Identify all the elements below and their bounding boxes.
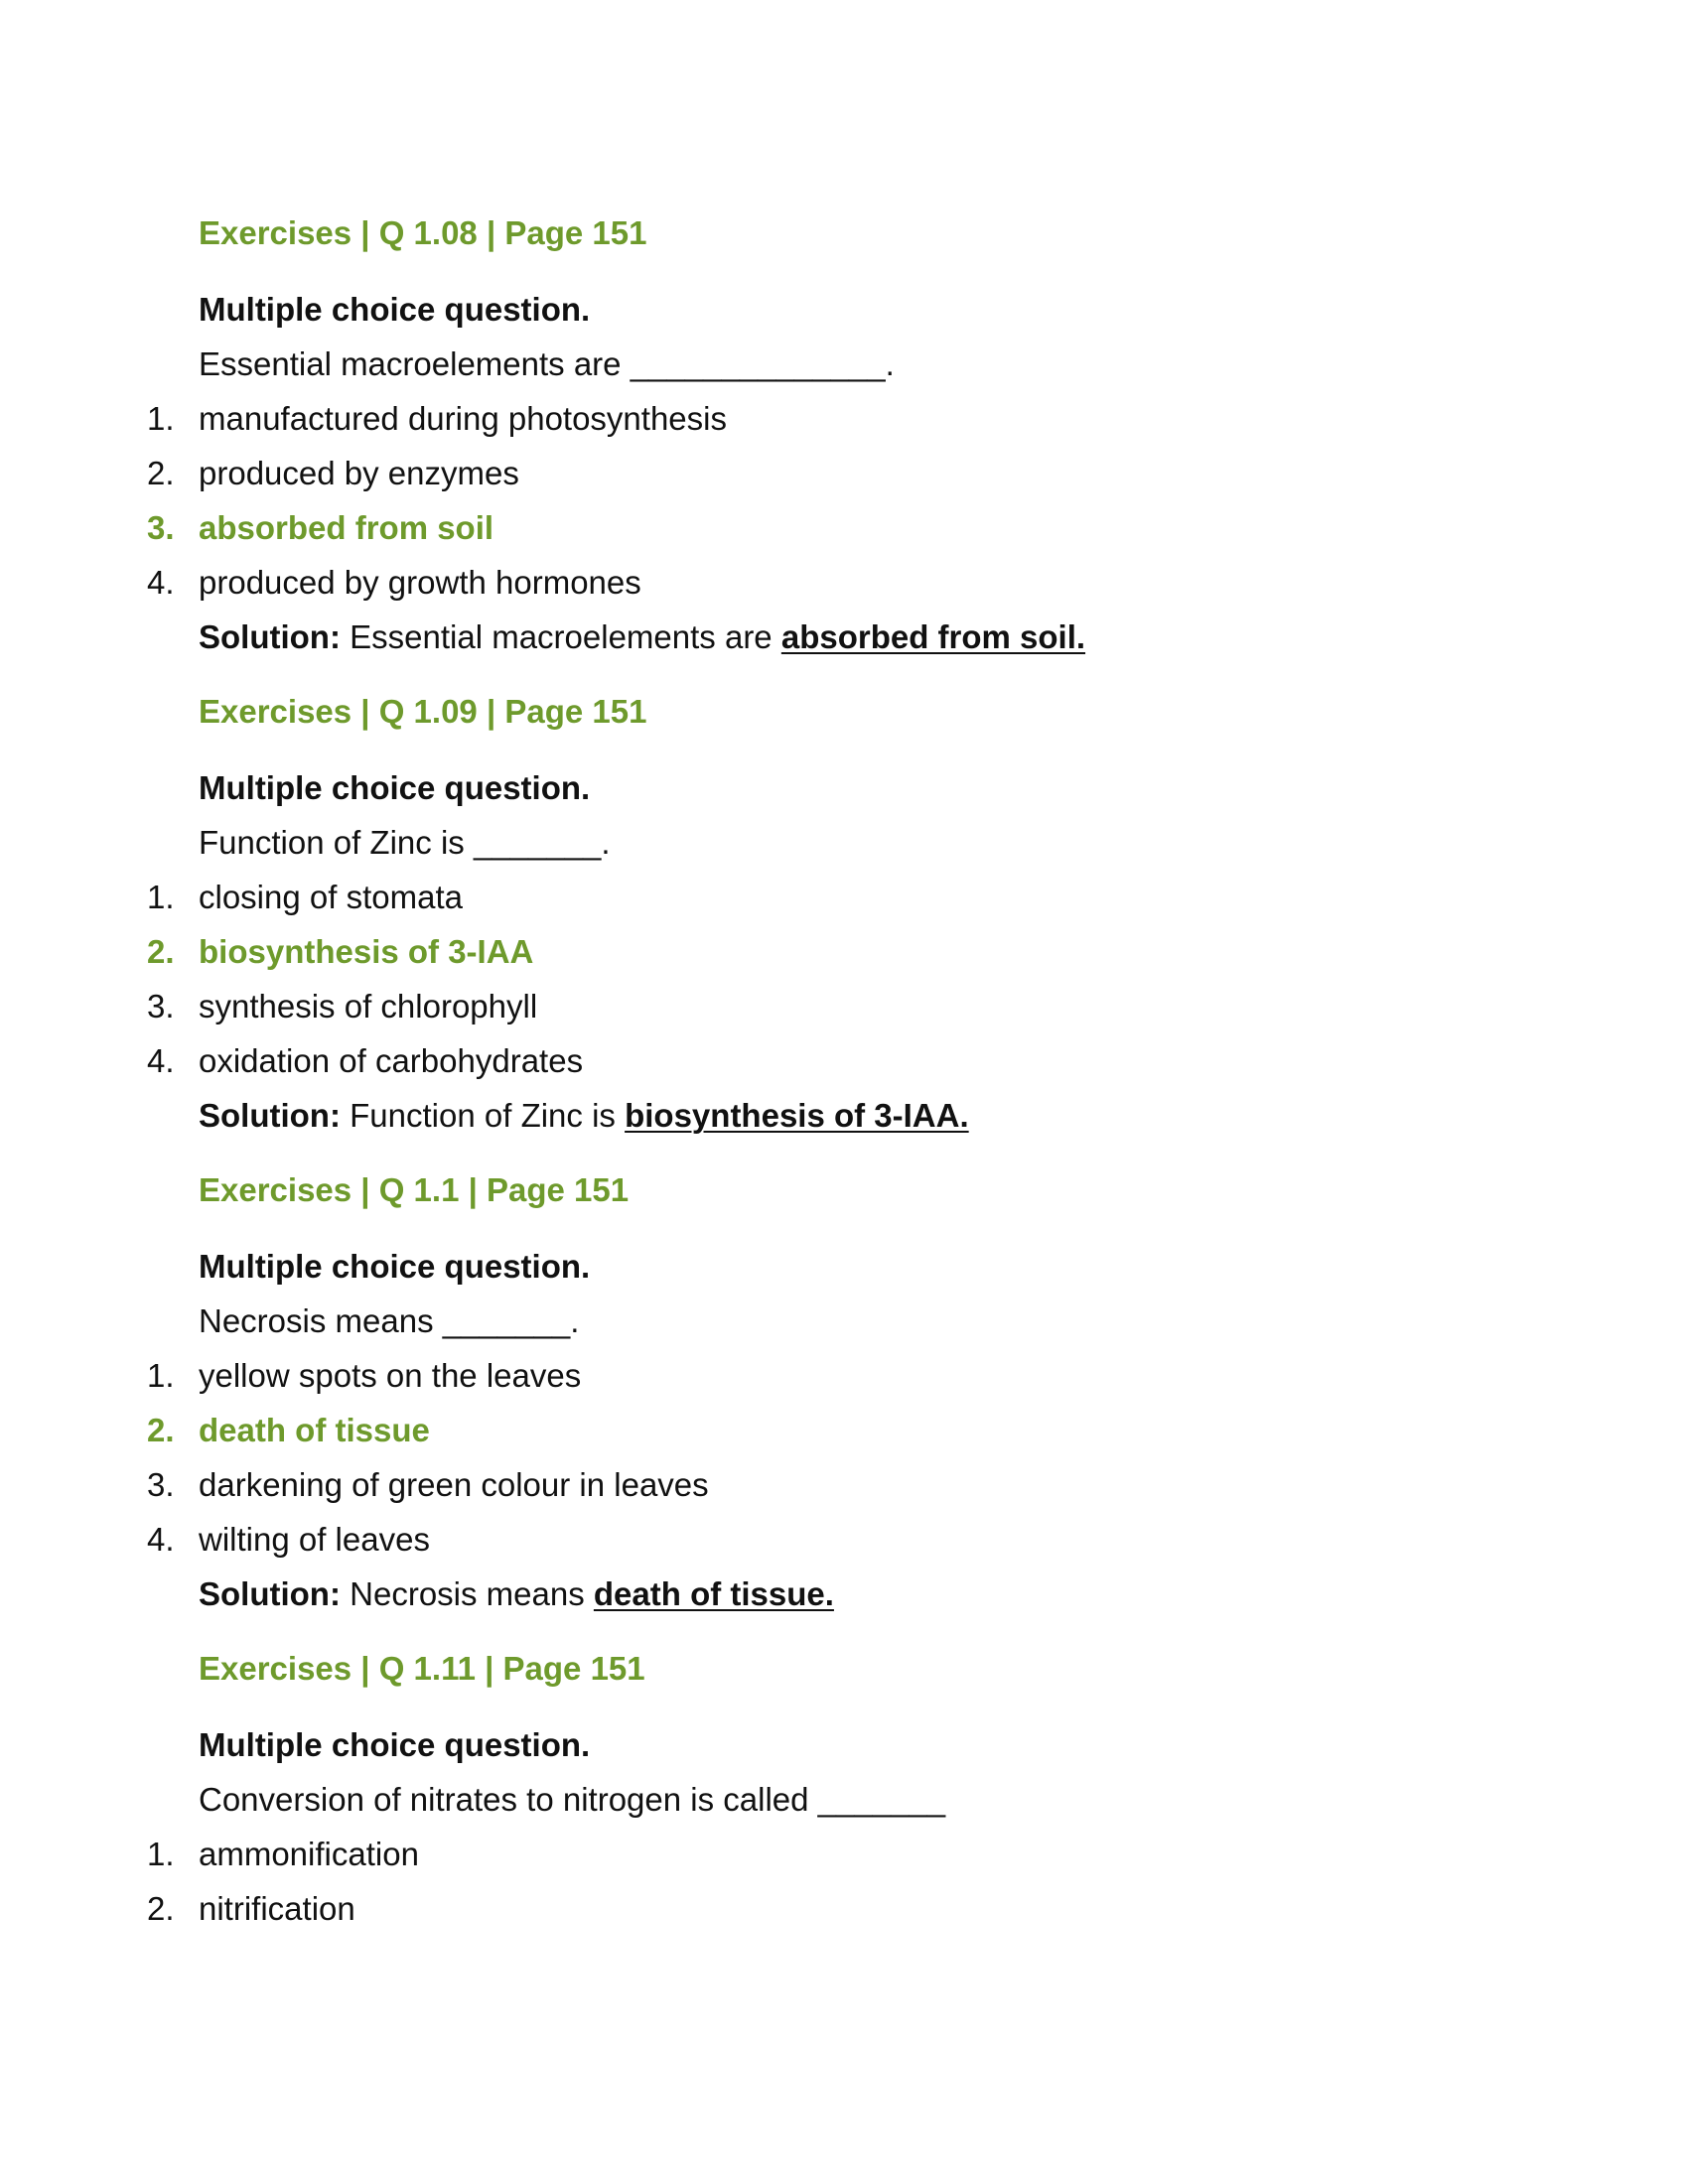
option-item-correct: [0, 932, 1688, 972]
option-text: absorbed from soil: [199, 509, 494, 546]
solution-text: Function of Zinc is: [350, 1097, 616, 1134]
solution-answer: death of tissue.: [593, 1575, 834, 1612]
option-text: biosynthesis of 3-IAA: [199, 933, 534, 970]
question-type-label: Multiple choice question.: [199, 291, 591, 328]
option-text: nitrification: [199, 1890, 355, 1927]
exercise-header: Exercises | Q 1.09 | Page 151: [199, 693, 647, 730]
solution-line: [199, 1574, 834, 1614]
option-text: wilting of leaves: [199, 1521, 430, 1558]
solution-text: Necrosis means: [350, 1575, 585, 1612]
option-item: [0, 399, 1688, 439]
option-number: 3.: [147, 509, 175, 546]
option-text: yellow spots on the leaves: [199, 1357, 582, 1394]
solution-label: Solution:: [199, 618, 341, 655]
option-item: [0, 1465, 1688, 1505]
option-text: manufactured during photosynthesis: [199, 400, 727, 437]
option-text: ammonification: [199, 1836, 419, 1872]
exercise-header: Exercises | Q 1.1 | Page 151: [199, 1171, 630, 1208]
option-item: [0, 878, 1688, 917]
option-number: 3.: [147, 988, 175, 1024]
solution-answer: absorbed from soil.: [780, 618, 1086, 655]
option-number: 2.: [147, 933, 175, 970]
exercise-header: Exercises | Q 1.08 | Page 151: [199, 214, 647, 251]
option-number: 2.: [147, 1412, 175, 1448]
option-item-correct: [0, 508, 1688, 548]
solution-label: Solution:: [199, 1097, 341, 1134]
option-text: oxidation of carbohydrates: [199, 1042, 584, 1079]
question-type-label: Multiple choice question.: [199, 1248, 591, 1285]
question-text: Necrosis means _______.: [199, 1302, 580, 1339]
option-text: produced by enzymes: [199, 455, 519, 491]
question-text: Conversion of nitrates to nitrogen is called _______: [199, 1781, 946, 1818]
question-text: Function of Zinc is _______.: [199, 824, 611, 861]
option-text: death of tissue: [199, 1412, 430, 1448]
option-number: 4.: [147, 1042, 175, 1079]
option-item-correct: [0, 1411, 1688, 1450]
option-item: [0, 1889, 1688, 1929]
option-item: [0, 987, 1688, 1026]
option-number: 1.: [147, 400, 175, 437]
solution-answer: biosynthesis of 3-IAA.: [625, 1097, 969, 1134]
solution-text: Essential macroelements are: [350, 618, 773, 655]
option-item: [0, 454, 1688, 493]
option-item: [0, 1520, 1688, 1560]
solution-line: [199, 1096, 969, 1136]
solution-line: [199, 617, 1085, 657]
option-item: [0, 1041, 1688, 1081]
option-item: [0, 1835, 1688, 1874]
question-text: Essential macroelements are ______________.: [199, 345, 895, 382]
option-item: [0, 1356, 1688, 1396]
option-number: 1.: [147, 1357, 175, 1394]
question-type-label: Multiple choice question.: [199, 769, 591, 806]
option-text: produced by growth hormones: [199, 564, 641, 601]
option-number: 2.: [147, 1890, 175, 1927]
exercise-header: Exercises | Q 1.11 | Page 151: [199, 1650, 645, 1687]
option-text: closing of stomata: [199, 879, 463, 915]
question-type-label: Multiple choice question.: [199, 1726, 591, 1763]
option-text: darkening of green colour in leaves: [199, 1466, 709, 1503]
option-number: 1.: [147, 1836, 175, 1872]
option-number: 4.: [147, 1521, 175, 1558]
option-number: 3.: [147, 1466, 175, 1503]
option-text: synthesis of chlorophyll: [199, 988, 538, 1024]
option-number: 2.: [147, 455, 175, 491]
option-number: 1.: [147, 879, 175, 915]
option-number: 4.: [147, 564, 175, 601]
solution-label: Solution:: [199, 1575, 341, 1612]
option-item: [0, 563, 1688, 603]
